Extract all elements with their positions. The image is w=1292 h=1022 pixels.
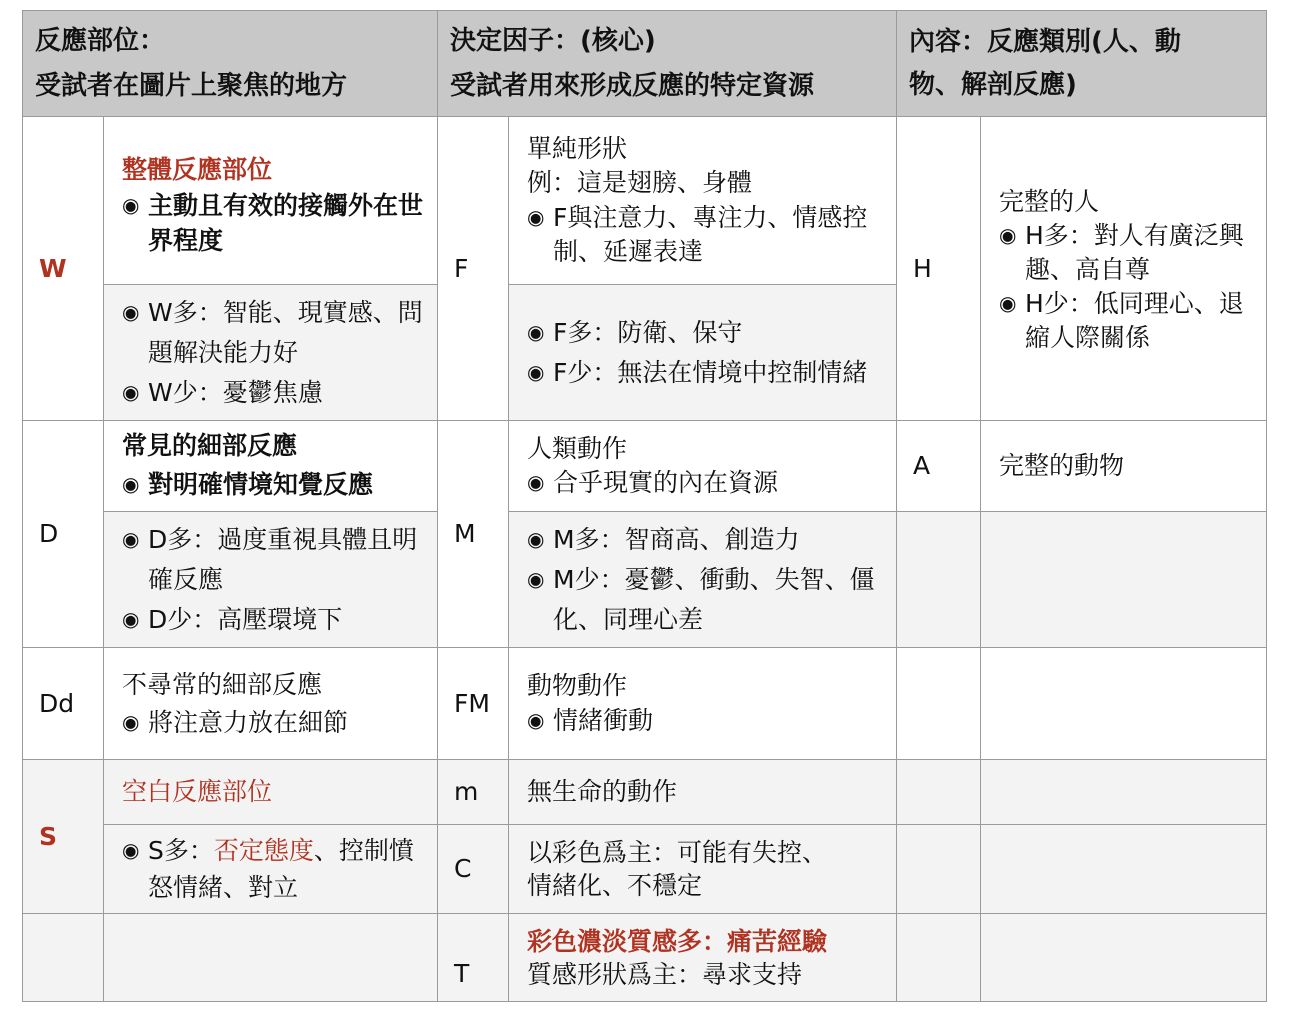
empty-cell: [981, 914, 1267, 1002]
cell-d-definition: 常見的細部反應 ◉ 對明確情境知覺反應: [104, 421, 438, 512]
header-location: 反應部位： 受試者在圖片上聚焦的地方: [23, 11, 438, 117]
empty-cell: [23, 914, 104, 1002]
code-dd: Dd: [23, 648, 104, 760]
empty-cell: [981, 760, 1267, 825]
empty-cell: [897, 825, 981, 914]
empty-cell: [897, 512, 981, 648]
code-w: W: [23, 117, 104, 421]
cell-inanimate-movement: 無生命的動作: [509, 760, 897, 825]
cell-fm-definition: 動物動作 ◉ 情緒衝動: [509, 648, 897, 760]
empty-cell: [981, 825, 1267, 914]
rorschach-scoring-table: [22, 10, 1267, 1002]
cell-m-interpretation: ◉ M多：智商高、創造力 ◉ M少：憂鬱、衝動、失智、僵化、同理心差: [509, 512, 897, 648]
cell-color-definition: 以彩色爲主：可能有失控、 情緒化、不穩定: [509, 825, 897, 914]
code-d: D: [23, 421, 104, 648]
code-h: H: [897, 117, 981, 421]
cell-s-definition: 空白反應部位: [104, 760, 438, 825]
empty-cell: [981, 512, 1267, 648]
empty-cell: [981, 648, 1267, 760]
code-c: C: [438, 825, 509, 914]
code-t: T: [438, 914, 509, 1002]
cell-s-interpretation: ◉ S多：否定態度、控制憤怒情緒、對立: [104, 825, 438, 914]
cell-f-definition: 單純形狀 例：這是翅膀、身體 ◉ F與注意力、專注力、情感控制、延遲表達: [509, 117, 897, 285]
cell-d-interpretation: ◉ D多：過度重視具體且明確反應 ◉ D少：高壓環境下: [104, 512, 438, 648]
negative-attitude-highlight: 否定態度: [213, 835, 314, 865]
cell-texture-definition: 彩色濃淡質感多：痛苦經驗 質感形狀爲主：尋求支持: [509, 914, 897, 1002]
header-content: 內容：反應類別(人、動 物、解剖反應): [897, 11, 1267, 117]
cell-f-interpretation: ◉ F多：防衛、保守 ◉ F少：無法在情境中控制情緒: [509, 285, 897, 421]
code-m: M: [438, 421, 509, 648]
cell-h-definition: 完整的人 ◉ H多：對人有廣泛興趣、高自尊 ◉ H少：低同理心、退縮人際關係: [981, 117, 1267, 421]
empty-cell: [897, 648, 981, 760]
code-a: A: [897, 421, 981, 512]
code-m-lower: m: [438, 760, 509, 825]
code-s: S: [23, 760, 104, 914]
empty-cell: [104, 914, 438, 1002]
header-row: [23, 11, 1267, 117]
cell-a-definition: 完整的動物: [981, 421, 1267, 512]
cell-w-definition: 整體反應部位 ◉ 主動且有效的接觸外在世界程度: [104, 117, 438, 285]
code-fm: FM: [438, 648, 509, 760]
cell-m-definition: 人類動作 ◉ 合乎現實的內在資源: [509, 421, 897, 512]
cell-dd-definition: 不尋常的細部反應 ◉ 將注意力放在細節: [104, 648, 438, 760]
cell-w-interpretation: ◉ W多：智能、現實感、問題解決能力好 ◉ W少：憂鬱焦慮: [104, 285, 438, 421]
empty-cell: [897, 760, 981, 825]
empty-cell: [897, 914, 981, 1002]
code-f: F: [438, 117, 509, 421]
header-determinants: 決定因子：(核心) 受試者用來形成反應的特定資源: [438, 11, 897, 117]
